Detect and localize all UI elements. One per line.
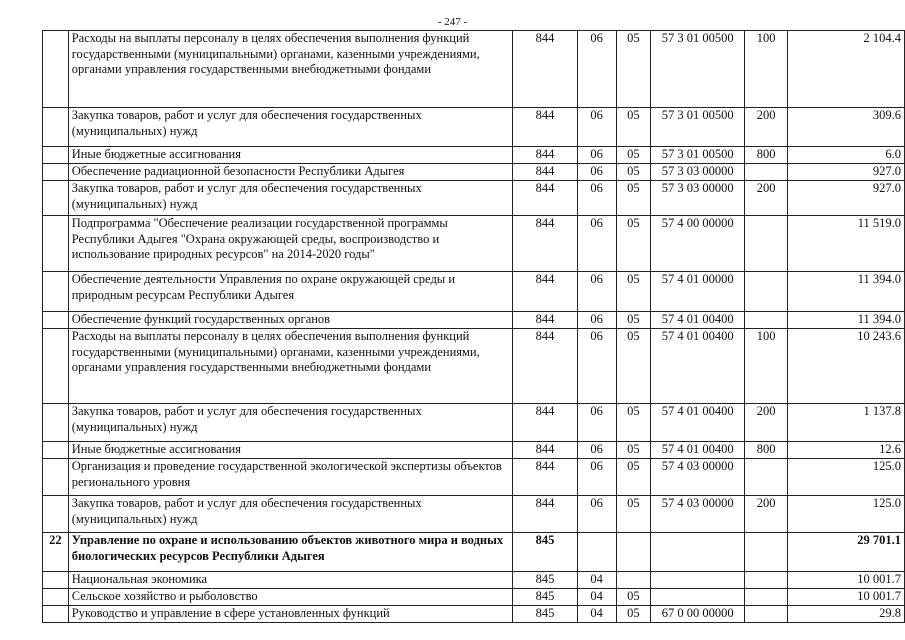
table-row	[43, 147, 905, 164]
expense-type-code-cell: 200	[745, 108, 787, 147]
budget-table	[42, 30, 905, 623]
row-number-cell	[43, 589, 69, 606]
item-name-cell: Обеспечение деятельности Управления по охране окружающей среды и природным ресурсам Республики Адыгея	[68, 272, 513, 312]
subsection-code-cell: 05	[616, 272, 650, 312]
expense-type-code-cell: 200	[745, 404, 787, 442]
table-row	[43, 589, 905, 606]
target-article-code-cell: 57 4 01 00400	[651, 329, 745, 404]
target-article-code-cell: 57 3 03 00000	[651, 164, 745, 181]
expense-type-code-cell	[745, 312, 787, 329]
subsection-code-cell: 05	[616, 459, 650, 496]
section-code-cell: 06	[577, 312, 616, 329]
expense-type-code-cell	[745, 164, 787, 181]
table-row	[43, 459, 905, 496]
amount-cell: 2 104.4	[787, 31, 904, 108]
table-row	[43, 181, 905, 216]
ministry-code-cell: 844	[513, 459, 577, 496]
table-row	[43, 404, 905, 442]
section-code-cell: 04	[577, 572, 616, 589]
table-row	[43, 496, 905, 533]
target-article-code-cell: 57 4 01 00400	[651, 442, 745, 459]
row-number-cell	[43, 216, 69, 272]
expense-type-code-cell: 800	[745, 147, 787, 164]
table-row	[43, 272, 905, 312]
item-name-cell: Закупка товаров, работ и услуг для обеспечения государственных (муниципальных) нужд	[68, 496, 513, 533]
expense-type-code-cell: 800	[745, 442, 787, 459]
section-code-cell: 06	[577, 496, 616, 533]
item-name-cell: Обеспечение радиационной безопасности Республики Адыгея	[68, 164, 513, 181]
ministry-code-cell: 844	[513, 404, 577, 442]
target-article-code-cell: 57 3 01 00500	[651, 31, 745, 108]
section-code-cell: 04	[577, 606, 616, 623]
amount-cell: 927.0	[787, 164, 904, 181]
section-code-cell: 06	[577, 147, 616, 164]
row-number-cell	[43, 496, 69, 533]
subsection-code-cell: 05	[616, 31, 650, 108]
ministry-code-cell: 845	[513, 606, 577, 623]
subsection-code-cell: 05	[616, 442, 650, 459]
table-row	[43, 312, 905, 329]
section-code-cell: 06	[577, 164, 616, 181]
row-number-cell	[43, 108, 69, 147]
section-code-cell: 06	[577, 108, 616, 147]
subsection-code-cell	[616, 572, 650, 589]
row-number-cell	[43, 31, 69, 108]
amount-cell: 11 394.0	[787, 312, 904, 329]
table-row	[43, 606, 905, 623]
section-code-cell: 06	[577, 216, 616, 272]
amount-cell: 11 394.0	[787, 272, 904, 312]
table-row	[43, 442, 905, 459]
ministry-code-cell: 845	[513, 533, 577, 572]
target-article-code-cell: 57 3 01 00500	[651, 108, 745, 147]
ministry-code-cell: 844	[513, 31, 577, 108]
item-name-cell: Закупка товаров, работ и услуг для обеспечения государственных (муниципальных) нужд	[68, 404, 513, 442]
row-number-cell	[43, 164, 69, 181]
section-code-cell: 06	[577, 404, 616, 442]
item-name-cell: Закупка товаров, работ и услуг для обеспечения государственных (муниципальных) нужд	[68, 181, 513, 216]
amount-cell: 11 519.0	[787, 216, 904, 272]
row-number-cell	[43, 329, 69, 404]
target-article-code-cell	[651, 589, 745, 606]
amount-cell: 927.0	[787, 181, 904, 216]
target-article-code-cell: 57 4 01 00400	[651, 404, 745, 442]
table-row	[43, 164, 905, 181]
section-code-cell: 06	[577, 459, 616, 496]
subsection-code-cell: 05	[616, 329, 650, 404]
row-number-cell	[43, 312, 69, 329]
subsection-code-cell: 05	[616, 312, 650, 329]
section-code-cell: 06	[577, 31, 616, 108]
ministry-code-cell: 844	[513, 164, 577, 181]
table-row	[43, 329, 905, 404]
table-row	[43, 572, 905, 589]
subsection-code-cell: 05	[616, 589, 650, 606]
expense-type-code-cell	[745, 459, 787, 496]
section-code-cell: 06	[577, 329, 616, 404]
target-article-code-cell: 67 0 00 00000	[651, 606, 745, 623]
amount-cell: 6.0	[787, 147, 904, 164]
page-number: - 247 -	[437, 16, 468, 28]
target-article-code-cell	[651, 572, 745, 589]
subsection-code-cell	[616, 533, 650, 572]
section-code-cell: 06	[577, 442, 616, 459]
table-body	[43, 31, 905, 623]
subsection-code-cell: 05	[616, 496, 650, 533]
expense-type-code-cell	[745, 272, 787, 312]
ministry-code-cell: 845	[513, 589, 577, 606]
ministry-code-cell: 844	[513, 181, 577, 216]
row-number-cell	[43, 572, 69, 589]
ministry-code-cell: 844	[513, 496, 577, 533]
subsection-code-cell: 05	[616, 147, 650, 164]
item-name-cell: Национальная экономика	[68, 572, 513, 589]
ministry-code-cell: 844	[513, 147, 577, 164]
expense-type-code-cell	[745, 606, 787, 623]
table-row	[43, 31, 905, 108]
amount-cell: 29 701.1	[787, 533, 904, 572]
item-name-cell: Обеспечение функций государственных органов	[68, 312, 513, 329]
item-name-cell: Расходы на выплаты персоналу в целях обеспечения выполнения функций государственными (муниципальными) органами, казенными учреждениями, органами управления государственными внебюджетными фондами	[68, 329, 513, 404]
item-name-cell: Руководство и управление в сфере установленных функций	[68, 606, 513, 623]
target-article-code-cell	[651, 533, 745, 572]
target-article-code-cell: 57 4 03 00000	[651, 496, 745, 533]
amount-cell: 125.0	[787, 459, 904, 496]
amount-cell: 10 001.7	[787, 572, 904, 589]
target-article-code-cell: 57 3 03 00000	[651, 181, 745, 216]
subsection-code-cell: 05	[616, 108, 650, 147]
target-article-code-cell: 57 4 01 00000	[651, 272, 745, 312]
item-name-cell: Управление по охране и использованию объектов животного мира и водных биологических ресурсов Республики Адыгея	[68, 533, 513, 572]
subsection-code-cell: 05	[616, 164, 650, 181]
item-name-cell: Сельское хозяйство и рыболовство	[68, 589, 513, 606]
item-name-cell: Организация и проведение государственной экологической экспертизы объектов регионального уровня	[68, 459, 513, 496]
expense-type-code-cell	[745, 533, 787, 572]
table-row	[43, 533, 905, 572]
amount-cell: 10 243.6	[787, 329, 904, 404]
subsection-code-cell: 05	[616, 216, 650, 272]
item-name-cell: Расходы на выплаты персоналу в целях обеспечения выполнения функций государственными (муниципальными) органами, казенными учреждениями, органами управления государственными внебюджетными фондами	[68, 31, 513, 108]
expense-type-code-cell	[745, 589, 787, 606]
section-code-cell: 06	[577, 181, 616, 216]
row-number-cell	[43, 272, 69, 312]
ministry-code-cell: 844	[513, 108, 577, 147]
expense-type-code-cell: 100	[745, 31, 787, 108]
amount-cell: 1 137.8	[787, 404, 904, 442]
row-number-cell	[43, 147, 69, 164]
expense-type-code-cell: 200	[745, 181, 787, 216]
ministry-code-cell: 844	[513, 329, 577, 404]
expense-type-code-cell	[745, 216, 787, 272]
item-name-cell: Подпрограмма "Обеспечение реализации государственной программы Республики Адыгея "Охрана окружающей среды, воспроизводство и использование природных ресурсов" на 2014-2020 годы"	[68, 216, 513, 272]
expense-type-code-cell: 100	[745, 329, 787, 404]
subsection-code-cell: 05	[616, 404, 650, 442]
amount-cell: 12.6	[787, 442, 904, 459]
ministry-code-cell: 844	[513, 216, 577, 272]
subsection-code-cell: 05	[616, 606, 650, 623]
item-name-cell: Иные бюджетные ассигнования	[68, 442, 513, 459]
item-name-cell: Иные бюджетные ассигнования	[68, 147, 513, 164]
target-article-code-cell: 57 4 00 00000	[651, 216, 745, 272]
target-article-code-cell: 57 3 01 00500	[651, 147, 745, 164]
subsection-code-cell: 05	[616, 181, 650, 216]
section-code-cell: 06	[577, 272, 616, 312]
ministry-code-cell: 845	[513, 572, 577, 589]
expense-type-code-cell	[745, 572, 787, 589]
section-code-cell	[577, 533, 616, 572]
table-row	[43, 108, 905, 147]
table-row	[43, 216, 905, 272]
ministry-code-cell: 844	[513, 442, 577, 459]
ministry-code-cell: 844	[513, 312, 577, 329]
expense-type-code-cell: 200	[745, 496, 787, 533]
amount-cell: 29.8	[787, 606, 904, 623]
amount-cell: 309.6	[787, 108, 904, 147]
ministry-code-cell: 844	[513, 272, 577, 312]
row-number-cell	[43, 404, 69, 442]
target-article-code-cell: 57 4 03 00000	[651, 459, 745, 496]
row-number-cell	[43, 459, 69, 496]
row-number-cell	[43, 181, 69, 216]
row-number-cell	[43, 606, 69, 623]
row-number-cell: 22	[43, 533, 69, 572]
amount-cell: 125.0	[787, 496, 904, 533]
item-name-cell: Закупка товаров, работ и услуг для обеспечения государственных (муниципальных) нужд	[68, 108, 513, 147]
target-article-code-cell: 57 4 01 00400	[651, 312, 745, 329]
section-code-cell: 04	[577, 589, 616, 606]
amount-cell: 10 001.7	[787, 589, 904, 606]
row-number-cell	[43, 442, 69, 459]
